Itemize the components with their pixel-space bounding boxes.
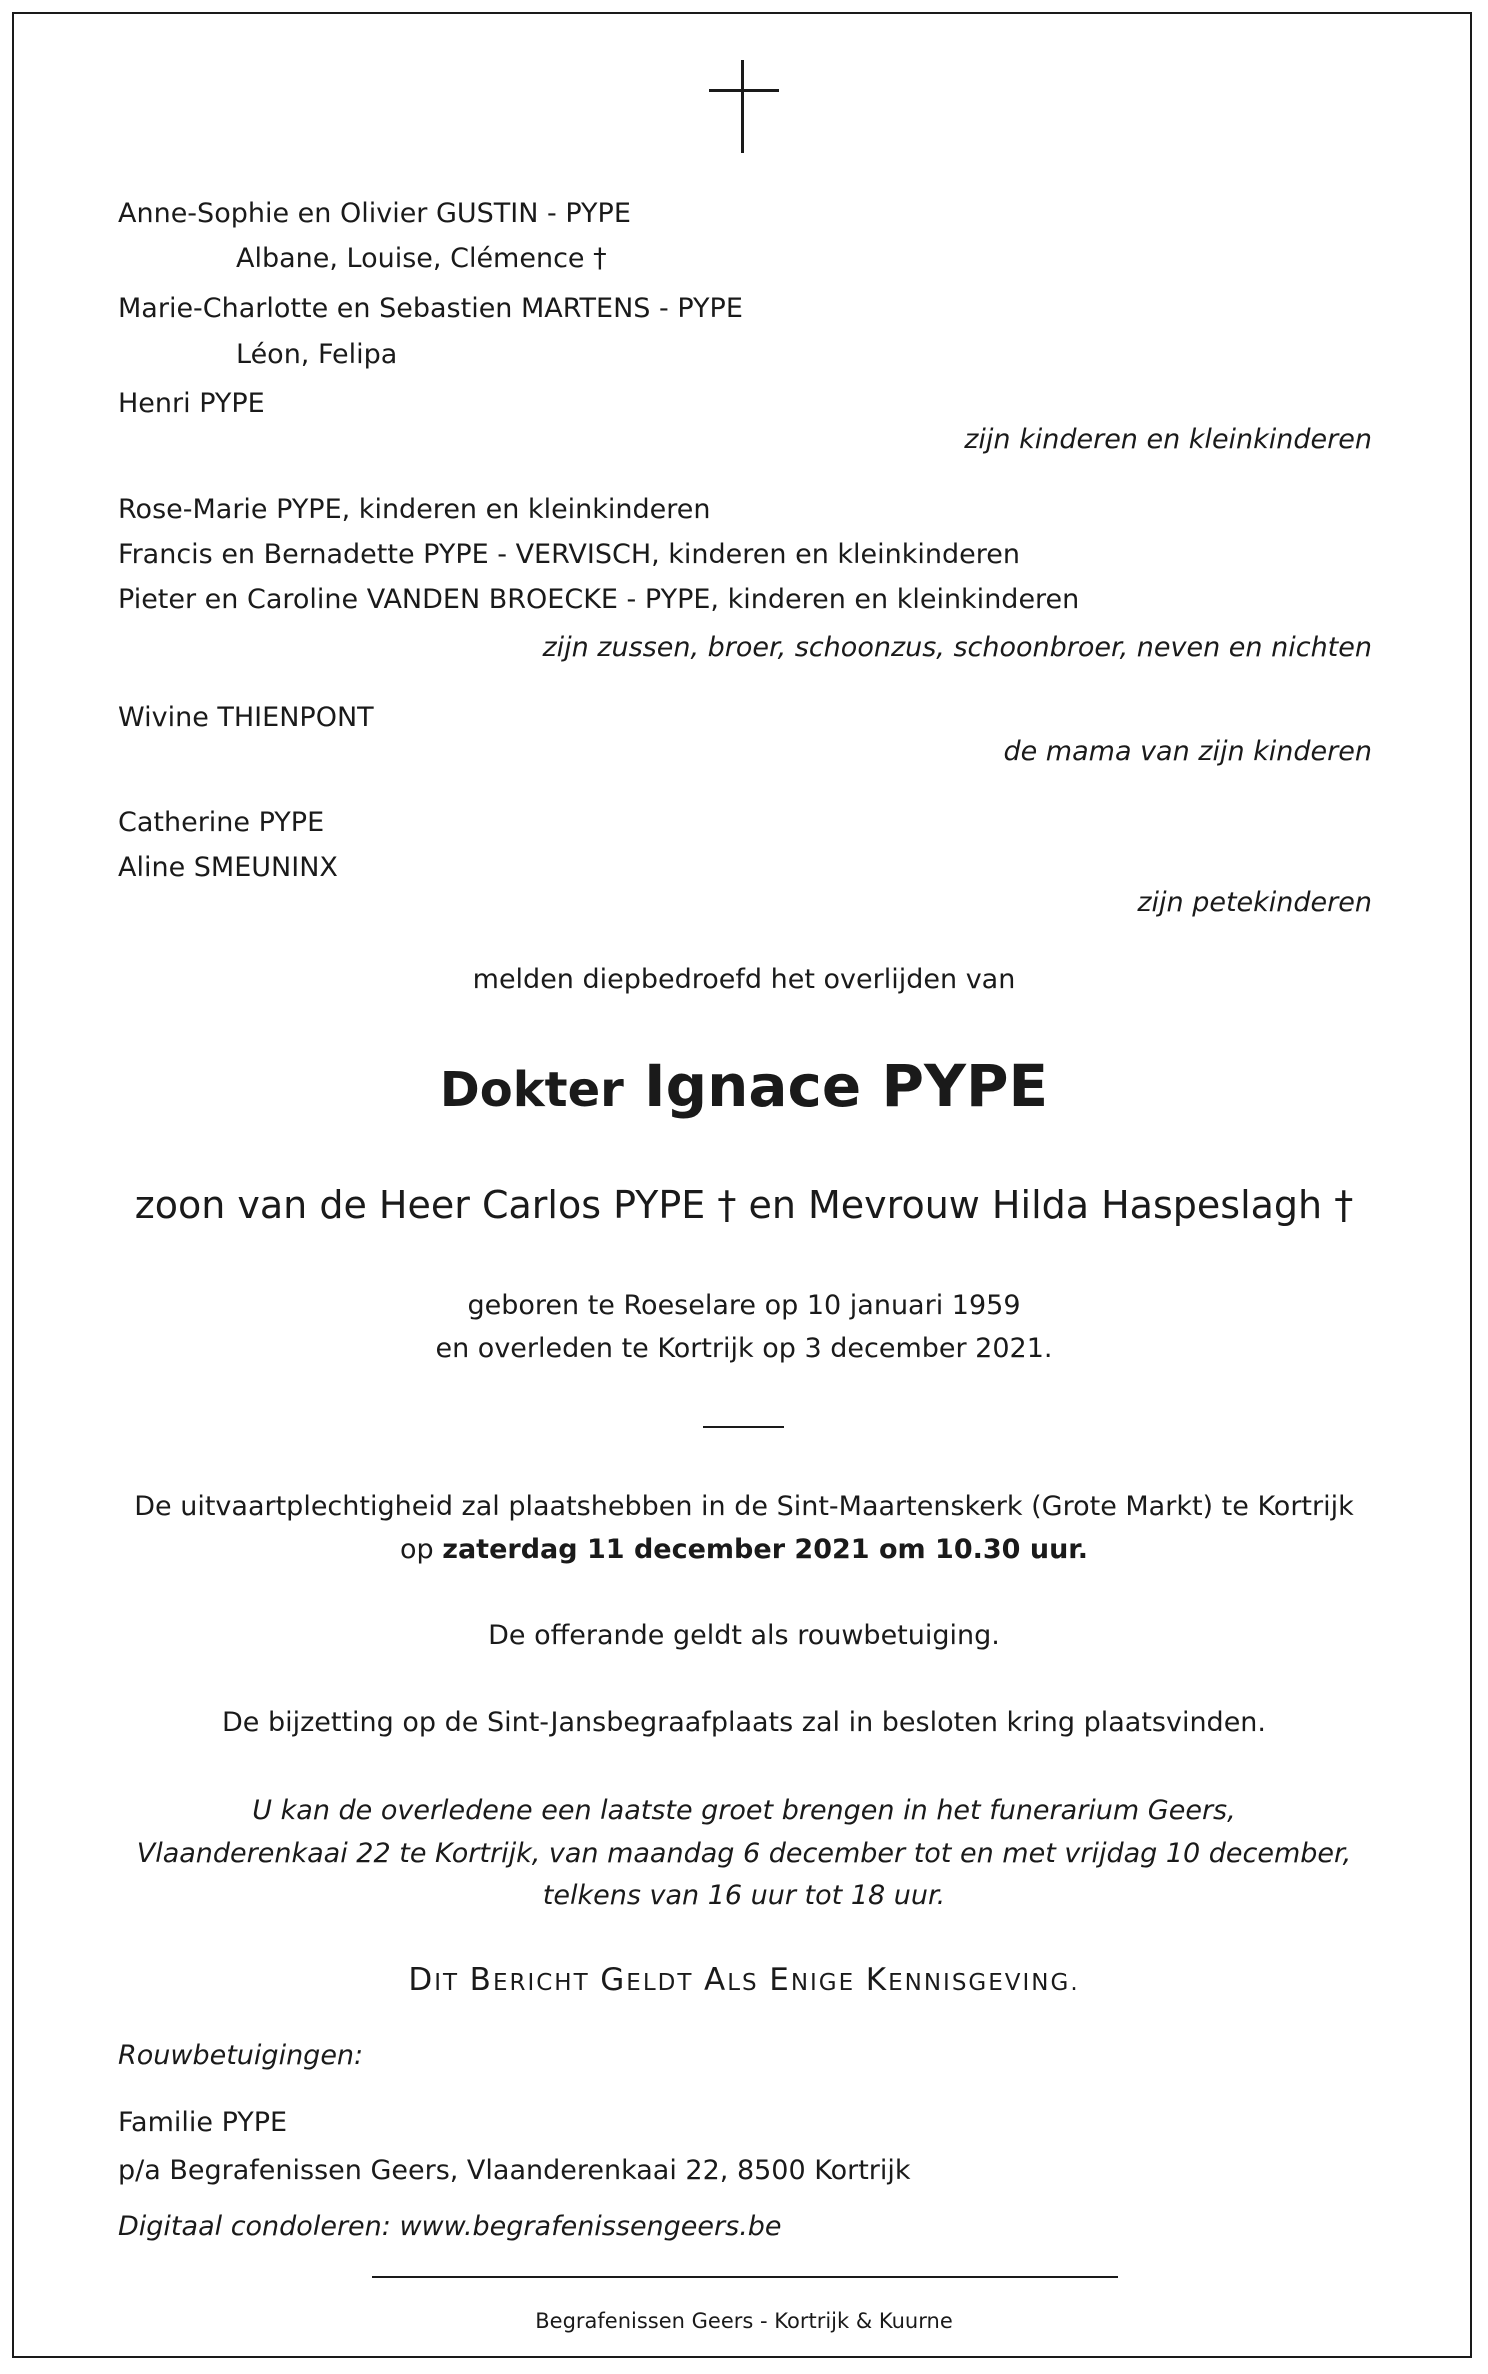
visit-line-1: U kan de overledene een laatste groet brengen in het funerarium Geers, bbox=[252, 1795, 1236, 1826]
family-line-10: Catherine PYPE bbox=[118, 807, 325, 838]
announcement: melden diepbedroefd het overlijden van bbox=[472, 964, 1016, 995]
family-line-1: Anne-Sophie en Olivier GUSTIN - PYPE bbox=[118, 198, 631, 229]
family-line-2: Albane, Louise, Clémence † bbox=[236, 243, 607, 274]
service-line-1: De uitvaartplechtigheid zal plaatshebben in de Sint-Maartenskerk (Grote Markt) te Kortrijk bbox=[134, 1491, 1354, 1522]
condolences-label: Rouwbetuigingen: bbox=[118, 2040, 364, 2071]
birth-info: geboren te Roeselare op 10 januari 1959 bbox=[467, 1290, 1021, 1321]
visit-line-3: telkens van 16 uur tot 18 uur. bbox=[542, 1880, 946, 1911]
deceased-title: Dokter bbox=[439, 1062, 624, 1118]
family-line-7: Francis en Bernadette PYPE - VERVISCH, kinderen en kleinkinderen bbox=[118, 539, 1021, 570]
family-role-3: de mama van zijn kinderen bbox=[1003, 736, 1372, 767]
divider bbox=[703, 1426, 784, 1428]
service-line-2 bbox=[0, 1534, 1488, 1565]
notice: DIT BERICHT GELDT ALS ENIGE KENNISGEVING. bbox=[408, 1962, 1080, 1998]
cross-icon bbox=[741, 60, 744, 153]
cross-icon-bar bbox=[709, 89, 779, 92]
family-line-5: Henri PYPE bbox=[118, 388, 265, 419]
family-role-2: zijn zussen, broer, schoonzus, schoonbroer, neven en nichten bbox=[542, 632, 1372, 663]
visit-line-2: Vlaanderenkaai 22 te Kortrijk, van maandag 6 december tot en met vrijdag 10 december, bbox=[136, 1838, 1352, 1869]
footer-divider bbox=[372, 2276, 1118, 2278]
service-prefix: op bbox=[399, 1534, 434, 1565]
family-line-11: Aline SMEUNINX bbox=[118, 852, 338, 883]
condolences-address: p/a Begrafenissen Geers, Vlaanderenkaai 22, 8500 Kortrijk bbox=[118, 2155, 911, 2186]
deceased-name bbox=[0, 1052, 1488, 1120]
offerande: De offerande geldt als rouwbetuiging. bbox=[488, 1620, 1000, 1651]
condolences-online[interactable]: Digitaal condoleren: www.begrafenissengeers.be bbox=[118, 2211, 782, 2242]
family-line-6: Rose-Marie PYPE, kinderen en kleinkinderen bbox=[118, 494, 711, 525]
family-line-8: Pieter en Caroline VANDEN BROECKE - PYPE, kinderen en kleinkinderen bbox=[118, 584, 1080, 615]
footer: Begrafenissen Geers - Kortrijk & Kuurne bbox=[535, 2309, 953, 2333]
death-info: en overleden te Kortrijk op 3 december 2021. bbox=[435, 1333, 1053, 1364]
family-line-3: Marie-Charlotte en Sebastien MARTENS - PYPE bbox=[118, 293, 743, 324]
service-datetime: zaterdag 11 december 2021 om 10.30 uur. bbox=[442, 1534, 1089, 1565]
deceased-fullname: Ignace PYPE bbox=[644, 1052, 1049, 1120]
family-line-9: Wivine THIENPONT bbox=[118, 702, 374, 733]
family-role-4: zijn petekinderen bbox=[1137, 887, 1372, 918]
family-line-4: Léon, Felipa bbox=[236, 339, 398, 370]
family-role-1: zijn kinderen en kleinkinderen bbox=[964, 424, 1372, 455]
condolences-name: Familie PYPE bbox=[118, 2107, 288, 2138]
deceased-parents: zoon van de Heer Carlos PYPE † en Mevrouw Hilda Haspeslagh † bbox=[134, 1183, 1354, 1227]
burial: De bijzetting op de Sint-Jansbegraafplaats zal in besloten kring plaatsvinden. bbox=[221, 1707, 1267, 1738]
